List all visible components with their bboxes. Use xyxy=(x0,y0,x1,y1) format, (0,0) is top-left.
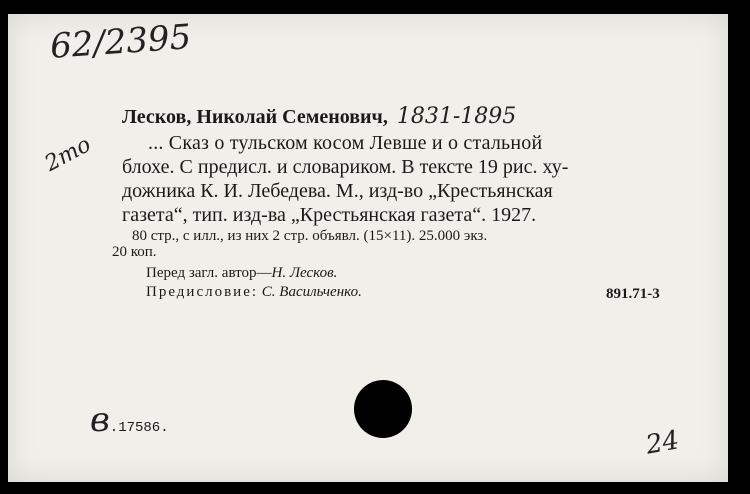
card-punch-hole xyxy=(354,380,412,438)
preface-note xyxy=(146,284,362,301)
call-number-handwritten: 62/2395 xyxy=(48,17,193,67)
margin-note-handwritten: 2mo xyxy=(40,132,96,177)
author-line xyxy=(122,104,516,129)
note-before-title-label: Перед загл. автор— xyxy=(146,265,272,281)
inventory-prefix-handwritten: в xyxy=(90,400,110,440)
title-line-3: дожника К. И. Лебедева. М., изд-во „Крестьянская xyxy=(122,180,553,202)
inventory-mark xyxy=(90,400,169,440)
title-line-1: ... Сказ о тульском косом Левше и о стальной xyxy=(148,132,543,154)
physical-description-1: 80 стр., с илл., из них 2 стр. объявл. (15×11). 25.000 экз. xyxy=(132,228,488,244)
physical-description-2: 20 коп. xyxy=(112,244,157,260)
author-dates-handwritten: 1831-1895 xyxy=(396,104,517,129)
author-name: Лесков, Николай Семенович, xyxy=(122,106,388,128)
note-before-title xyxy=(146,265,337,282)
title-line-4: газета“, тип. изд-ва „Крестьянская газета“. 1927. xyxy=(122,204,537,226)
preface-label: Предисловие: xyxy=(146,284,259,300)
preface-value: С. Васильченко. xyxy=(261,284,362,300)
catalog-card xyxy=(8,14,728,482)
title-line-2: блохе. С предисл. и словариком. В тексте 19 рис. ху- xyxy=(122,156,569,178)
inventory-number: .17586. xyxy=(109,420,169,436)
classification-number: 891.71-3 xyxy=(606,286,660,302)
note-before-title-value: Н. Лесков. xyxy=(271,265,338,281)
corner-mark-handwritten: 24 xyxy=(643,425,682,461)
